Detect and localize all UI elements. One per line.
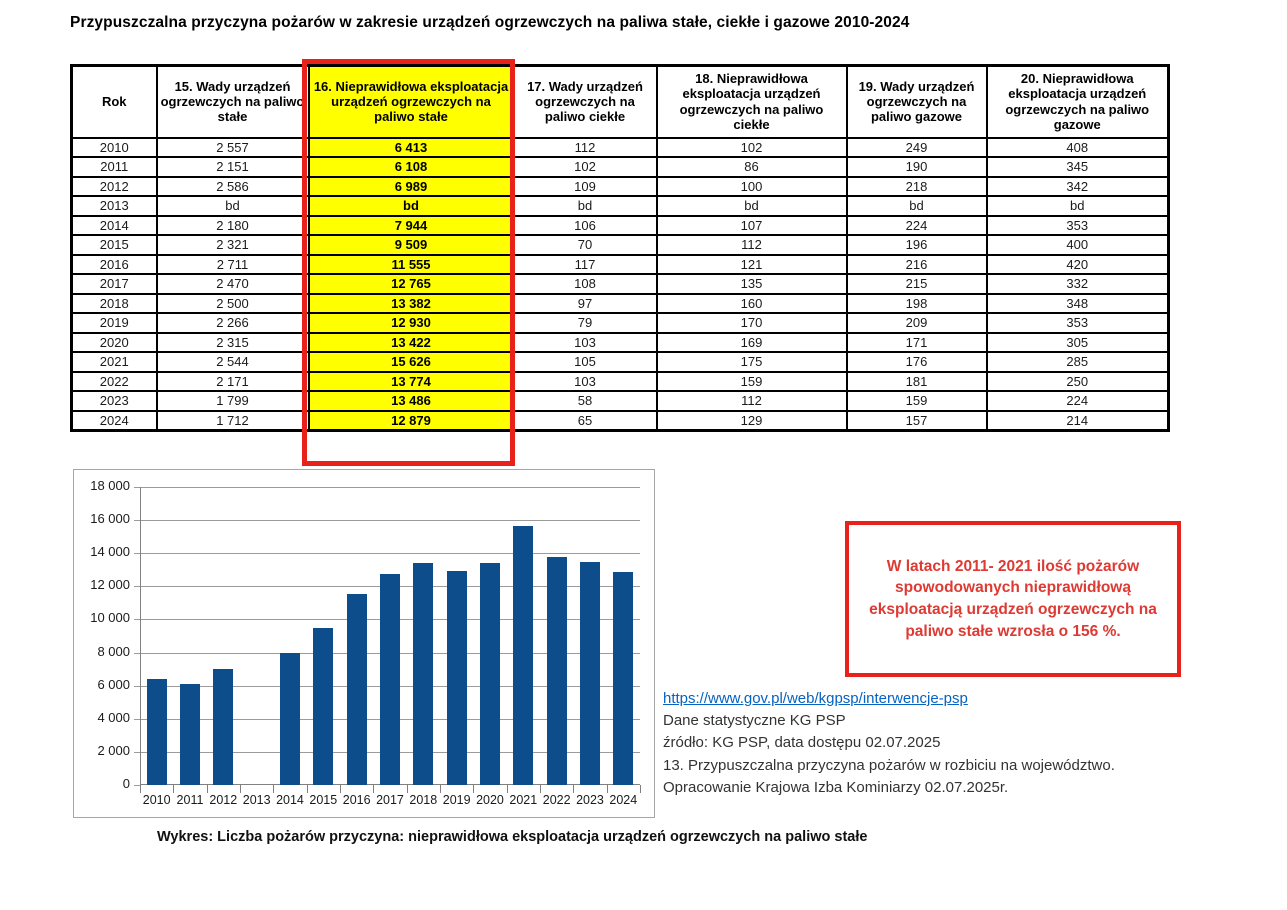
value-cell: 106 (514, 216, 657, 236)
value-cell: 100 (657, 177, 847, 197)
x-tick-label: 2024 (609, 793, 638, 807)
value-cell: 12 879 (309, 411, 514, 431)
value-cell: 285 (987, 352, 1169, 372)
x-tick-label: 2012 (209, 793, 238, 807)
year-cell: 2010 (72, 138, 157, 158)
value-cell: 2 557 (157, 138, 309, 158)
value-cell: 102 (657, 138, 847, 158)
value-cell: bd (657, 196, 847, 216)
x-tick (573, 785, 574, 793)
value-cell: 2 321 (157, 235, 309, 255)
y-tick-label: 4 000 (97, 709, 130, 725)
sources-block (663, 690, 1233, 801)
value-cell: bd (157, 196, 309, 216)
year-cell: 2016 (72, 255, 157, 275)
bar-2014 (280, 653, 300, 785)
value-cell: 12 765 (309, 274, 514, 294)
value-cell: 58 (514, 391, 657, 411)
chart-caption: Wykres: Liczba pożarów przyczyna: nieprawidłowa eksploatacja urządzeń ogrzewczych na paliwo stałe (157, 829, 868, 845)
source-line: 13. Przypuszczalna przyczyna pożarów w rozbiciu na województwo. (663, 756, 1115, 774)
year-cell: 2023 (72, 391, 157, 411)
bar-chart (73, 469, 655, 818)
value-cell: 2 500 (157, 294, 309, 314)
table-row (72, 255, 1169, 275)
table-row (72, 352, 1169, 372)
bar-2010 (147, 679, 167, 785)
x-tick (240, 785, 241, 793)
value-cell: 400 (987, 235, 1169, 255)
value-cell: 117 (514, 255, 657, 275)
value-cell: 13 774 (309, 372, 514, 392)
value-cell: 6 989 (309, 177, 514, 197)
x-tick-label: 2017 (376, 793, 404, 807)
table-row (72, 274, 1169, 294)
year-cell: 2015 (72, 235, 157, 255)
value-cell: 97 (514, 294, 657, 314)
x-tick-label: 2015 (309, 793, 338, 807)
value-cell: 249 (847, 138, 987, 158)
fire-causes-table (70, 64, 1170, 432)
value-cell: 1 712 (157, 411, 309, 431)
bar-2011 (180, 684, 200, 785)
value-cell: 176 (847, 352, 987, 372)
y-tick-label: 0 (122, 776, 130, 791)
year-cell: 2012 (72, 177, 157, 197)
value-cell: 129 (657, 411, 847, 431)
column-header: 17. Wady urządzeń ogrzewczych na paliwo ciekłe (514, 66, 657, 138)
x-tick (440, 785, 441, 793)
value-cell: 107 (657, 216, 847, 236)
y-tick-label: 2 000 (97, 742, 130, 758)
value-cell: 2 470 (157, 274, 309, 294)
value-cell: 109 (514, 177, 657, 197)
value-cell: 11 555 (309, 255, 514, 275)
bar-2023 (580, 562, 600, 785)
value-cell: 157 (847, 411, 987, 431)
source-line: Opracowanie Krajowa Izba Kominiarzy 02.07.2025r. (663, 778, 1009, 796)
value-cell: 170 (657, 313, 847, 333)
table-header-row (72, 66, 1169, 138)
value-cell: 65 (514, 411, 657, 431)
value-cell: 12 930 (309, 313, 514, 333)
value-cell: 2 266 (157, 313, 309, 333)
value-cell: 2 711 (157, 255, 309, 275)
x-tick-label: 2018 (409, 793, 438, 807)
year-cell: 2014 (72, 216, 157, 236)
y-tick-label: 18 000 (90, 478, 130, 493)
value-cell: 108 (514, 274, 657, 294)
value-cell: 70 (514, 235, 657, 255)
x-tick-label: 2010 (142, 793, 171, 807)
year-cell: 2019 (72, 313, 157, 333)
gridline (140, 487, 640, 488)
annotation-text: W latach 2011- 2021 ilość pożarów spowodowanych nieprawidłową eksploatacją urządzeń ogrzewczych na paliwo stałe wzrosła o 156 %. (869, 557, 1157, 640)
value-cell: 169 (657, 333, 847, 353)
value-cell: 160 (657, 294, 847, 314)
x-tick (473, 785, 474, 793)
x-tick (540, 785, 541, 793)
chart-plot (90, 478, 640, 807)
x-tick (307, 785, 308, 793)
fire-table-body (72, 138, 1169, 431)
year-cell: 2024 (72, 411, 157, 431)
value-cell: 15 626 (309, 352, 514, 372)
source-link-line (663, 690, 1233, 708)
column-header: 15. Wady urządzeń ogrzewczych na paliwo stałe (157, 66, 309, 138)
bar-2012 (213, 669, 233, 785)
x-tick-label: 2022 (542, 793, 571, 807)
value-cell: 7 944 (309, 216, 514, 236)
column-header: 16. Nieprawidłowa eksploatacja urządzeń ogrzewczych na paliwo stałe (309, 66, 514, 138)
x-tick (207, 785, 208, 793)
year-cell: 2018 (72, 294, 157, 314)
table-row (72, 216, 1169, 236)
year-cell: 2022 (72, 372, 157, 392)
value-cell: 345 (987, 157, 1169, 177)
value-cell: bd (987, 196, 1169, 216)
value-cell: 305 (987, 333, 1169, 353)
bar-2020 (480, 563, 500, 785)
value-cell: 420 (987, 255, 1169, 275)
table-row (72, 372, 1169, 392)
year-cell: 2017 (72, 274, 157, 294)
value-cell: 171 (847, 333, 987, 353)
year-cell: 2013 (72, 196, 157, 216)
table-row (72, 333, 1169, 353)
value-cell: 79 (514, 313, 657, 333)
table-row (72, 177, 1169, 197)
value-cell: 224 (987, 391, 1169, 411)
table-row (72, 235, 1169, 255)
value-cell: 6 413 (309, 138, 514, 158)
value-cell: 332 (987, 274, 1169, 294)
x-tick (640, 785, 641, 793)
value-cell: 2 151 (157, 157, 309, 177)
bar-2016 (347, 594, 367, 785)
bar-2018 (413, 563, 433, 785)
value-cell: 250 (987, 372, 1169, 392)
x-tick-label: 2011 (176, 793, 204, 807)
value-cell: 13 422 (309, 333, 514, 353)
bar-2024 (613, 572, 633, 785)
x-tick (607, 785, 608, 793)
value-cell: 2 544 (157, 352, 309, 372)
value-cell: 112 (657, 235, 847, 255)
gridline (140, 520, 640, 521)
value-cell: 408 (987, 138, 1169, 158)
value-cell: 342 (987, 177, 1169, 197)
year-cell: 2021 (72, 352, 157, 372)
value-cell: 196 (847, 235, 987, 255)
value-cell: 1 799 (157, 391, 309, 411)
column-header: 18. Nieprawidłowa eksploatacja urządzeń ogrzewczych na paliwo ciekłe (657, 66, 847, 138)
x-tick-label: 2021 (509, 793, 538, 807)
x-tick (407, 785, 408, 793)
year-cell: 2020 (72, 333, 157, 353)
gridline (140, 553, 640, 554)
y-tick-label: 14 000 (90, 544, 130, 560)
table-row (72, 411, 1169, 431)
value-cell: 112 (514, 138, 657, 158)
value-cell: 159 (657, 372, 847, 392)
annotation-box (845, 521, 1181, 677)
y-axis-line (140, 487, 141, 785)
bar-2022 (547, 557, 567, 785)
bar-2021 (513, 526, 533, 785)
value-cell: 105 (514, 352, 657, 372)
source-line: Dane statystyczne KG PSP (663, 712, 846, 730)
column-header: 19. Wady urządzeń ogrzewczych na paliwo gazowe (847, 66, 987, 138)
y-tick-label: 8 000 (97, 643, 130, 659)
x-tick-label: 2023 (576, 793, 604, 807)
value-cell: 190 (847, 157, 987, 177)
value-cell: 216 (847, 255, 987, 275)
table-row (72, 196, 1169, 216)
value-cell: 353 (987, 216, 1169, 236)
value-cell: 2 586 (157, 177, 309, 197)
value-cell: 86 (657, 157, 847, 177)
column-header: Rok (72, 66, 157, 138)
value-cell: 209 (847, 313, 987, 333)
gov-link[interactable]: https://www.gov.pl/web/kgpsp/interwencje-psp (663, 690, 968, 707)
value-cell: bd (514, 196, 657, 216)
value-cell: 13 486 (309, 391, 514, 411)
value-cell: 181 (847, 372, 987, 392)
x-tick-label: 2016 (342, 793, 371, 807)
table-row (72, 157, 1169, 177)
bar-2019 (447, 571, 467, 785)
y-tick-label: 16 000 (90, 511, 130, 527)
value-cell: bd (309, 196, 514, 216)
year-cell: 2011 (72, 157, 157, 177)
x-tick-label: 2014 (276, 793, 304, 807)
x-tick (140, 785, 141, 793)
value-cell: 224 (847, 216, 987, 236)
value-cell: 2 171 (157, 372, 309, 392)
table-row (72, 391, 1169, 411)
value-cell: 2 180 (157, 216, 309, 236)
y-tick-label: 12 000 (90, 577, 130, 593)
x-tick (273, 785, 274, 793)
value-cell: 2 315 (157, 333, 309, 353)
value-cell: 6 108 (309, 157, 514, 177)
bar-2017 (380, 574, 400, 785)
value-cell: 103 (514, 372, 657, 392)
table-row (72, 138, 1169, 158)
x-tick (373, 785, 374, 793)
x-tick (173, 785, 174, 793)
value-cell: 102 (514, 157, 657, 177)
table-row (72, 313, 1169, 333)
value-cell: 214 (987, 411, 1169, 431)
value-cell: 175 (657, 352, 847, 372)
value-cell: 348 (987, 294, 1169, 314)
x-tick-label: 2020 (476, 793, 504, 807)
value-cell: 353 (987, 313, 1169, 333)
value-cell: 218 (847, 177, 987, 197)
table-row (72, 294, 1169, 314)
value-cell: 112 (657, 391, 847, 411)
value-cell: 198 (847, 294, 987, 314)
value-cell: 135 (657, 274, 847, 294)
value-cell: 9 509 (309, 235, 514, 255)
value-cell: 159 (847, 391, 987, 411)
source-line: źródło: KG PSP, data dostępu 02.07.2025 (663, 734, 941, 752)
value-cell: 215 (847, 274, 987, 294)
x-tick (507, 785, 508, 793)
page-title: Przypuszczalna przyczyna pożarów w zakresie urządzeń ogrzewczych na paliwa stałe, ciekłe i gazowe 2010-2024 (70, 14, 910, 31)
value-cell: bd (847, 196, 987, 216)
y-tick-label: 6 000 (97, 676, 130, 692)
bar-2015 (313, 628, 333, 785)
value-cell: 121 (657, 255, 847, 275)
x-tick-label: 2019 (442, 793, 471, 807)
column-header: 20. Nieprawidłowa eksploatacja urządzeń ogrzewczych na paliwo gazowe (987, 66, 1169, 138)
x-tick-label: 2013 (242, 793, 271, 807)
table-header (72, 66, 1169, 138)
y-tick-label: 10 000 (90, 610, 130, 626)
x-tick (340, 785, 341, 793)
value-cell: 103 (514, 333, 657, 353)
value-cell: 13 382 (309, 294, 514, 314)
